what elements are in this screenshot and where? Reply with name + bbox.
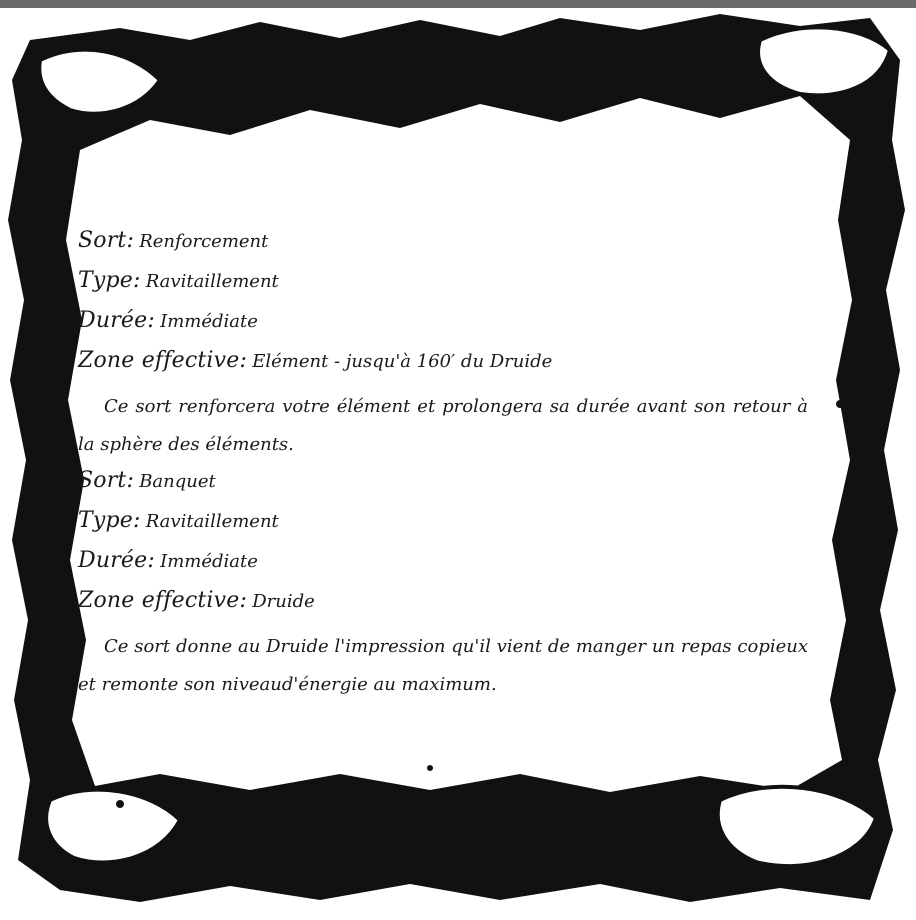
ink-splatter bbox=[116, 800, 124, 808]
type-label: Type: bbox=[78, 508, 141, 533]
ink-splatter bbox=[325, 787, 335, 797]
zone-value: Elément - jusqu'à 160′ du Druide bbox=[252, 351, 553, 372]
zone-value: Druide bbox=[252, 591, 315, 612]
type-value: Ravitaillement bbox=[145, 511, 279, 532]
spell-zone-line bbox=[78, 588, 315, 613]
spell-type-line bbox=[78, 268, 279, 293]
type-value: Ravitaillement bbox=[145, 271, 279, 292]
duration-label: Durée: bbox=[78, 308, 155, 333]
spell-description: Ce sort donne au Druide l'impression qu'il vient de manger un repas copieux et remonte son niveaud'énergie au maximum. bbox=[78, 636, 808, 695]
duration-value: Immédiate bbox=[160, 551, 258, 572]
zone-label: Zone effective: bbox=[78, 588, 248, 613]
type-label: Type: bbox=[78, 268, 141, 293]
spell-type-line bbox=[78, 508, 279, 533]
ink-splatter bbox=[836, 400, 844, 408]
spell-duration-line bbox=[78, 308, 258, 333]
spell-duration-line bbox=[78, 548, 258, 573]
spell-description: Ce sort renforcera votre élément et prolongera sa durée avant son retour à la sphère des éléments. bbox=[78, 396, 808, 455]
spell-name: Banquet bbox=[139, 471, 216, 492]
ink-splatter bbox=[427, 765, 433, 771]
spell-label: Sort: bbox=[78, 468, 135, 493]
duration-value: Immédiate bbox=[160, 311, 258, 332]
duration-label: Durée: bbox=[78, 548, 155, 573]
spell-label: Sort: bbox=[78, 228, 135, 253]
spell-name: Renforcement bbox=[139, 231, 269, 252]
spell-zone-line bbox=[78, 348, 552, 373]
spell-name-line bbox=[78, 468, 216, 493]
zone-label: Zone effective: bbox=[78, 348, 248, 373]
spell-name-line bbox=[78, 228, 268, 253]
